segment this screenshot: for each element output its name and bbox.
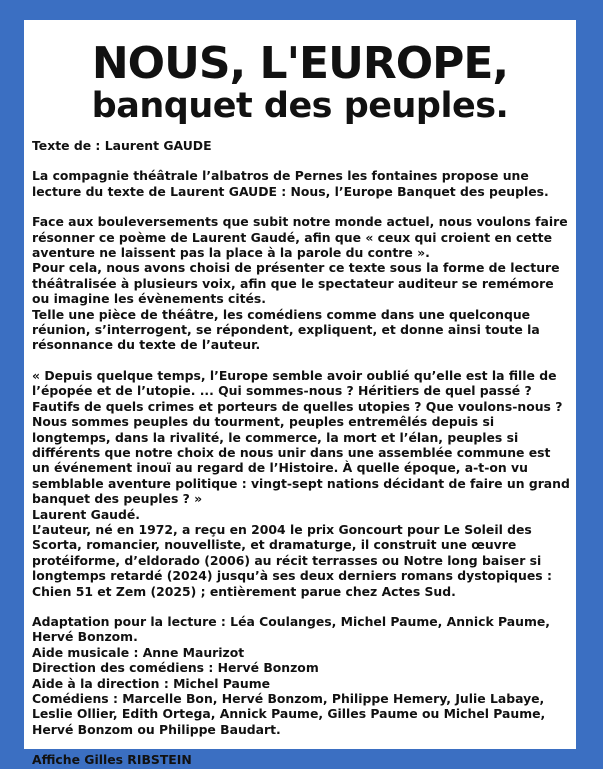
credit-assistant: Aide à la direction : Michel Paume [32,675,271,691]
poster-body [32,138,570,768]
paragraph-3: Telle une pièce de théâtre, les comédiens comme dans une quelconque réunion, s’interrogent, se répondent, expliquent, et donne ainsi toute la résonnance du texte de l’auteur. [32,306,540,353]
credit-cast: Comédiens : Marcelle Bon, Hervé Bonzom, Philippe Hemery, Julie Labaye, Leslie Ollier, Edith Ortega, Annick Paume, Gilles Paume ou Michel Paume, Hervé Bonzom ou Philippe Baudart. [32,691,546,737]
poster-credit: Affiche Gilles RIBSTEIN [32,752,192,768]
poster-title: NOUS, L'EUROPE, [91,38,509,89]
intro-paragraph: La compagnie théâtrale l’albatros de Pernes les fontaines propose une lecture du texte de Laurent GAUDE : Nous, l’Europe Banquet des peuples. [32,168,549,199]
poster-sheet [24,20,576,768]
author-line: Texte de : Laurent GAUDE [32,138,212,153]
poster-subtitle: banquet des peuples. [91,86,509,126]
credit-music: Aide musicale : Anne Maurizot [32,644,245,660]
quote-author: Laurent Gaudé. [32,506,140,522]
author-bio: L’auteur, né en 1972, a reçu en 2004 le prix Goncourt pour Le Soleil des Scorta, romancier, nouvelliste, et dramaturge, il construit une œuvre protéiforme, d’eldorado (2006) au récit terrasses ou Notre long baiser si longtemps retardé (2024) jusqu’à ses deux derniers romans dystopiques : Chien 51 et Zem (2025) ; entièrement parue chez Actes Sud. [32,521,552,599]
credit-direction: Direction des comédiens : Hervé Bonzom [32,660,319,676]
paragraph-2: Pour cela, nous avons choisi de présenter ce texte sous la forme de lecture théâtralisée à plusieurs voix, afin que le spectateur auditeur se remémore ou imagine les évènements cités. [32,260,560,307]
paragraph-1: Face aux bouleversements que subit notre monde actuel, nous voulons faire résonner ce poème de Laurent Gaudé, afin que « ceux qui croient en cette aventure ne laissent pas la place à la parole du contre ». [32,214,568,261]
quote-paragraph: « Depuis quelque temps, l’Europe semble avoir oublié qu’elle est la fille de l’épopée et de l’utopie. ... Qui sommes-nous ? Héritiers de quel passé ? Fautifs de quels crimes et porteurs de quelles utopies ? Que voulons-nous ? Nous sommes peuples du tourment, peuples entremêlés depuis si longtemps, dans la rivalité, le commerce, la mort et l’élan, peuples si différents que notre choix de nous unir dans une assemblée commune est un événement inouï au regard de l’Histoire. À quelle époque, a-t-on vu semblable aventure politique : vingt-sept nations décidant de faire un grand banquet des peuples ? » [32,367,570,507]
credit-adaptation: Adaptation pour la lecture : Léa Coulanges, Michel Paume, Annick Paume, Hervé Bonzom. [32,613,550,645]
